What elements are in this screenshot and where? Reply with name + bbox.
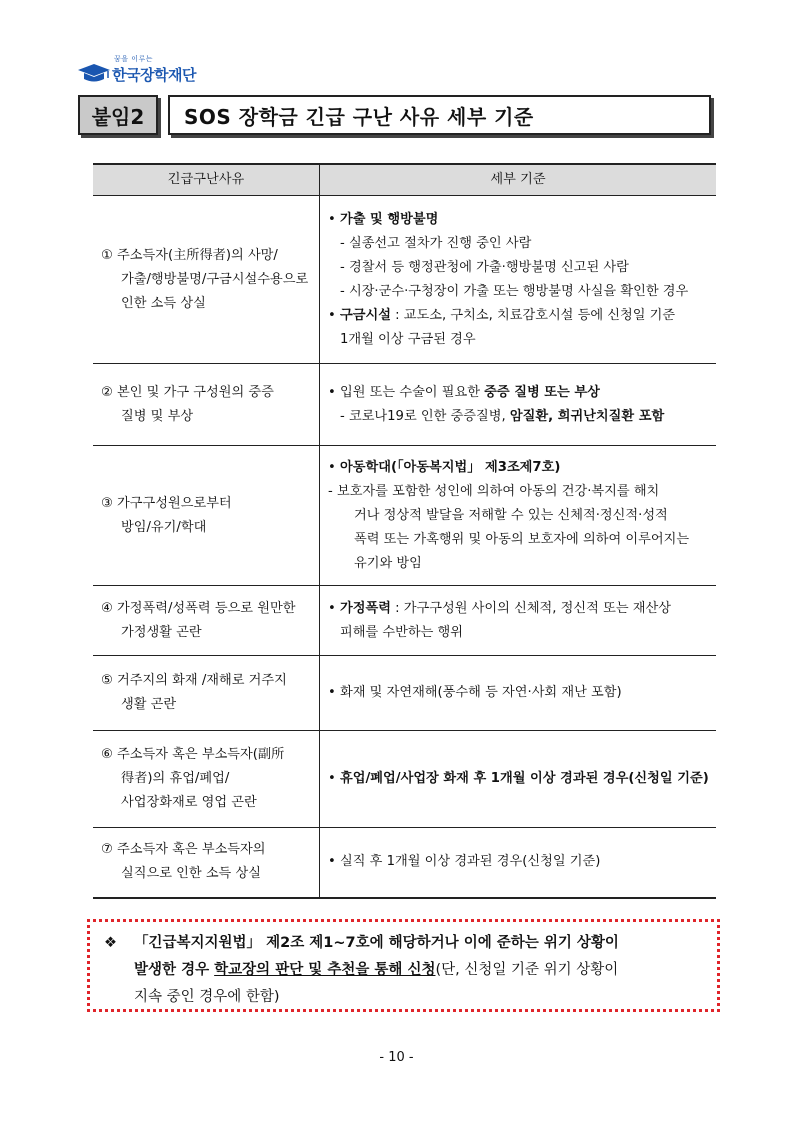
attachment-tag: 붙임2 (78, 95, 158, 135)
table-row (93, 731, 716, 828)
reason-cell: ⑦ 주소득자 혹은 부소득자의 실직으로 인한 소득 상실 (93, 828, 320, 898)
criteria-cell: • 실직 후 1개월 이상 경과된 경우(신청일 기준) (320, 828, 717, 898)
page-title: SOS 장학금 긴급 구난 사유 세부 기준 (168, 95, 711, 135)
table-header-row (93, 164, 716, 196)
notice-box (87, 919, 720, 1012)
notice-tail-2: 지속 중인 경우에 한함) (134, 989, 280, 1005)
logo-tagline: 꿈을 이루는 (114, 55, 154, 63)
criteria-cell: • 아동학대(「아동복지법」 제3조제7호) - 보호자를 포함한 성인에 의하여 아동의 건강·복지를 해치 거나 정상적 발달을 저해할 수 있는 신체적·정신적·성적 폭력 또는 가혹행위 및 아동의 보호자에 의하여 이루어지는 유기와 방임 (320, 446, 717, 586)
notice-underline: 학교장의 판단 및 추천을 통해 신청 (214, 962, 436, 978)
page-number: - 10 - (379, 1050, 414, 1065)
graduation-cap-icon (76, 62, 112, 84)
table-row (93, 364, 716, 446)
column-header-reason: 긴급구난사유 (93, 164, 320, 196)
logo-name: 한국장학재단 (112, 66, 196, 84)
table-row (93, 656, 716, 731)
criteria-cell: • 가정폭력 : 가구구성원 사이의 신체적, 정신적 또는 재산상 피해를 수반하는 행위 (320, 586, 717, 656)
diamond-bullet-icon: ❖ (104, 935, 117, 951)
criteria-cell: • 휴업/폐업/사업장 화재 후 1개월 이상 경과된 경우(신청일 기준) (320, 731, 717, 828)
table-row (93, 586, 716, 656)
criteria-table (93, 163, 716, 899)
reason-cell: ④ 가정폭력/성폭력 등으로 원만한 가정생활 곤란 (93, 586, 320, 656)
notice-line-1: 「긴급복지지원법」 제2조 제1~7호에 해당하거나 이에 준하는 위기 상황이 (134, 935, 619, 951)
table-row (93, 828, 716, 898)
page-header (78, 95, 714, 139)
reason-cell: ① 주소득자(主所得者)의 사망/ 가출/행방불명/구금시설수용으로 인한 소득 상실 (93, 196, 320, 364)
criteria-cell: • 가출 및 행방불명 - 실종선고 절차가 진행 중인 사람 - 경찰서 등 행정관청에 가출·행방불명 신고된 사람 - 시장·군수·구청장이 가출 또는 행방불명 사실을 확인한 경우 • 구금시설 : 교도소, 구치소, 치료감호시설 등에 신청일 기준 1개월 이상 구금된 경우 (320, 196, 717, 364)
notice-tail: (단, 신청일 기준 위기 상황이 (435, 962, 619, 978)
criteria-cell: • 입원 또는 수술이 필요한 중증 질병 또는 부상 - 코로나19로 인한 중증질병, 암질환, 희귀난치질환 포함 (320, 364, 717, 446)
reason-cell: ⑤ 거주지의 화재 /재해로 거주지 생활 곤란 (93, 656, 320, 731)
column-header-criteria: 세부 기준 (320, 164, 717, 196)
criteria-cell: • 화재 및 자연재해(풍수해 등 자연·사회 재난 포함) (320, 656, 717, 731)
notice-bold-2: 발생한 경우 (134, 962, 215, 978)
reason-cell: ③ 가구구성원으로부터 방임/유기/학대 (93, 446, 320, 586)
table-row (93, 446, 716, 586)
table-row (93, 196, 716, 364)
reason-cell: ⑥ 주소득자 혹은 부소득자(副所 得者)의 휴업/폐업/ 사업장화재로 영업 곤란 (93, 731, 320, 828)
logo (76, 52, 206, 88)
reason-cell: ② 본인 및 가구 구성원의 중증 질병 및 부상 (93, 364, 320, 446)
